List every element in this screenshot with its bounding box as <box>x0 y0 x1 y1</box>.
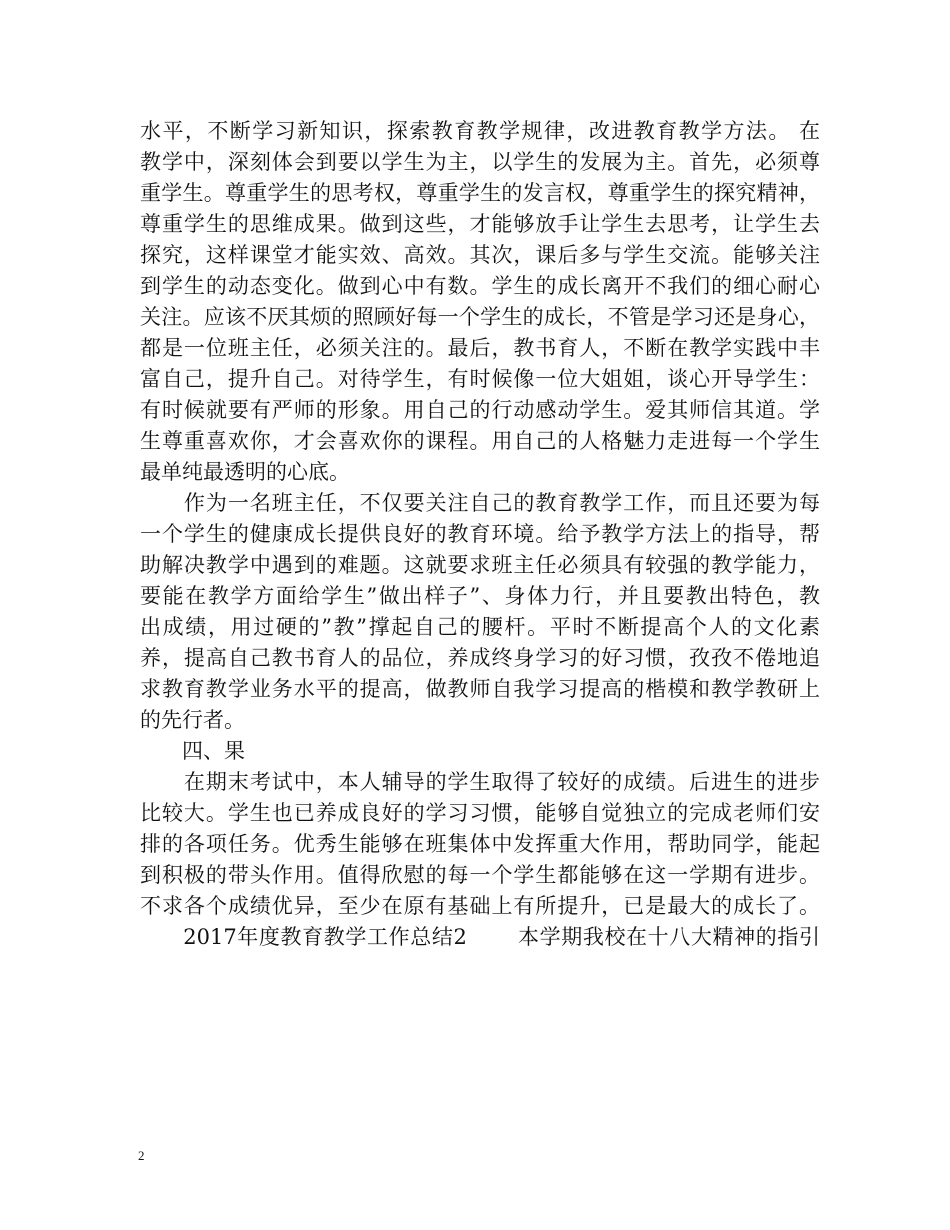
body-line: 最单纯最透明的心底。 <box>140 460 350 484</box>
body-line: 的先行者。 <box>140 708 245 732</box>
page-number: 2 <box>138 1148 145 1163</box>
body-line: 排的各项任务。优秀生能够在班集体中发挥重大作用，帮助同学，能起 <box>140 832 820 856</box>
body-line: 探究，这样课堂才能实效、高效。其次，课后多与学生交流。能够关注 <box>140 243 820 267</box>
body-line: 重学生。尊重学生的思考权，尊重学生的发言权，尊重学生的探究精神， <box>140 181 820 205</box>
body-line: 养，提高自己教书育人的品位，养成终身学习的好习惯，孜孜不倦地追 <box>140 646 820 670</box>
body-line: 2017年度教育教学工作总结2 本学期我校在十八大精神的指引 <box>140 925 820 949</box>
body-line: 教学中，深刻体会到要以学生为主，以学生的发展为主。首先，必须尊 <box>140 150 820 174</box>
body-line: 比较大。学生也已养成良好的学习习惯，能够自觉独立的完成老师们安 <box>140 801 820 825</box>
body-line: 助解决教学中遇到的难题。这就要求班主任必须具有较强的教学能力， <box>140 553 820 577</box>
body-line: 尊重学生的思维成果。做到这些，才能够放手让学生去思考，让学生去 <box>140 212 820 236</box>
document-body <box>140 116 820 953</box>
body-line: 不求各个成绩优异，至少在原有基础上有所提升，已是最大的成长了。 <box>140 894 820 918</box>
body-line: 要能在教学方面给学生”做出样子”、身体力行，并且要教出特色，教 <box>140 584 820 608</box>
section-heading: 四、果 <box>140 739 245 763</box>
body-line: 求教育教学业务水平的提高，做教师自我学习提高的楷模和教学教研上 <box>140 677 820 701</box>
body-line: 关注。应该不厌其烦的照顾好每一个学生的成长，不管是学习还是身心， <box>140 305 820 329</box>
body-line: 出成绩，用过硬的”教”撑起自己的腰杆。平时不断提高个人的文化素 <box>140 615 820 639</box>
body-line: 在期末考试中，本人辅导的学生取得了较好的成绩。后进生的进步 <box>140 770 820 794</box>
body-line: 生尊重喜欢你，才会喜欢你的课程。用自己的人格魅力走进每一个学生 <box>140 429 820 453</box>
body-line: 作为一名班主任，不仅要关注自己的教育教学工作，而且还要为每 <box>140 491 820 515</box>
body-line: 到学生的动态变化。做到心中有数。学生的成长离开不我们的细心耐心 <box>140 274 820 298</box>
body-line: 到积极的带头作用。值得欣慰的每一个学生都能够在这一学期有进步。 <box>140 863 820 887</box>
body-line: 一个学生的健康成长提供良好的教育环境。给予教学方法上的指导，帮 <box>140 522 820 546</box>
body-line: 富自己，提升自己。对待学生，有时候像一位大姐姐，谈心开导学生： <box>140 367 820 391</box>
body-line: 水平，不断学习新知识，探索教育教学规律，改进教育教学方法。 在 <box>140 119 820 143</box>
body-line: 有时候就要有严师的形象。用自己的行动感动学生。爱其师信其道。学 <box>140 398 820 422</box>
body-line: 都是一位班主任，必须关注的。最后，教书育人，不断在教学实践中丰 <box>140 336 820 360</box>
